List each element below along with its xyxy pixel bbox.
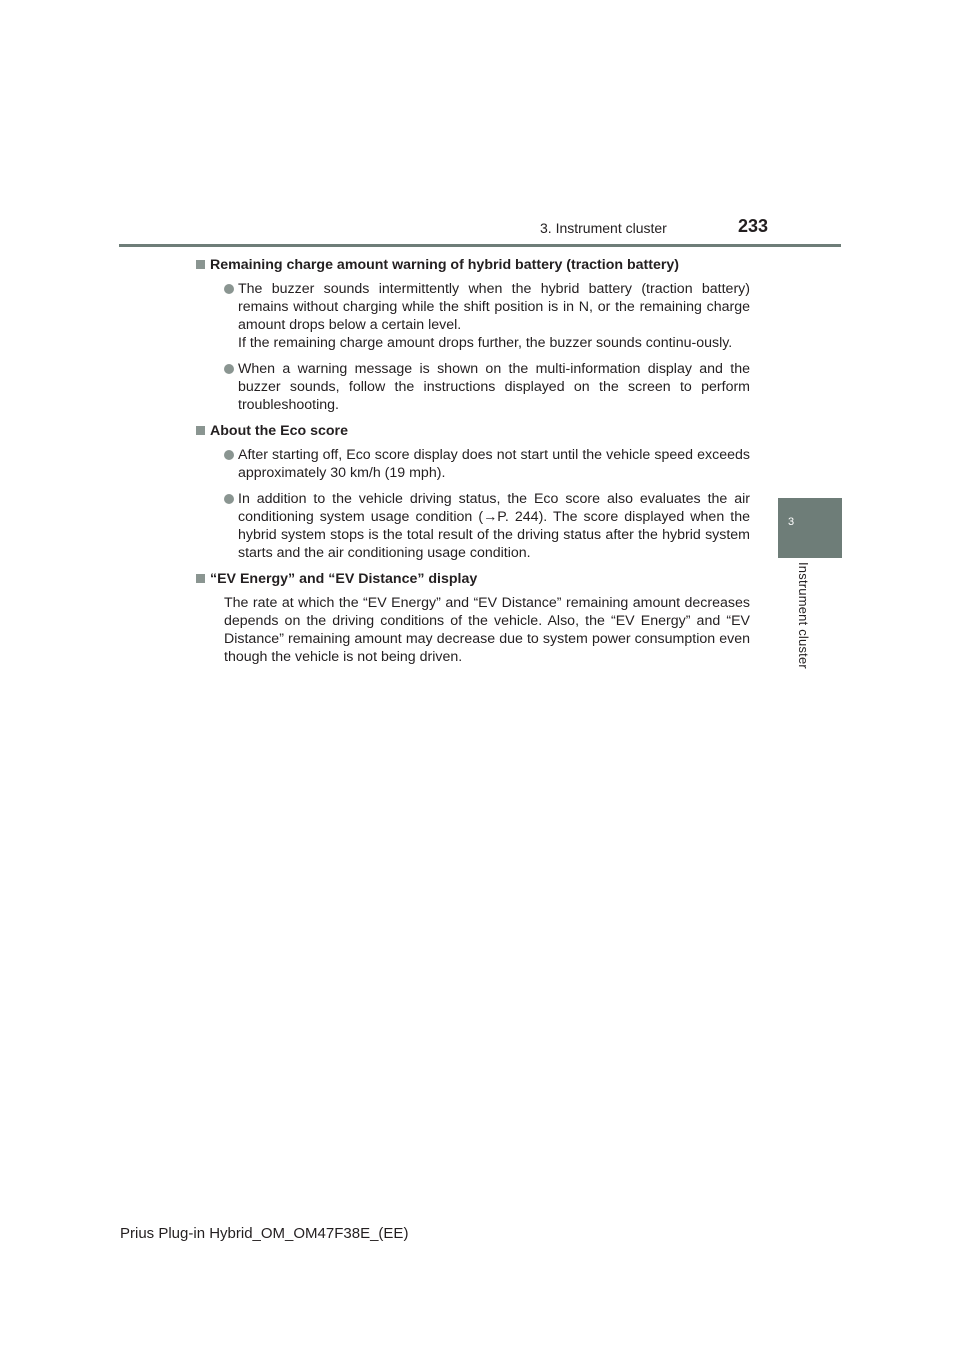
paragraph: If the remaining charge amount drops further, the buzzer sounds continu-ously. (238, 335, 733, 351)
page-number: 233 (738, 216, 769, 236)
circle-bullet-icon (224, 284, 234, 294)
paragraph: The buzzer sounds intermittently when the hybrid battery (traction battery) remains without charging while the shift position is in N, or the remaining charge amount drops below a certain level. (238, 281, 750, 333)
header-divider (119, 244, 841, 247)
circle-bullet-icon (224, 494, 234, 504)
section-heading-text: “EV Energy” and “EV Distance” display (210, 571, 478, 587)
list-item (210, 360, 750, 414)
circle-bullet-icon (224, 450, 234, 460)
chapter-label: Instrument cluster (796, 562, 811, 669)
chapter-number: 3 (788, 516, 795, 528)
paragraph: The rate at which the “EV Energy” and “EV Distance” remaining amount decreases depends on the driving conditions of the vehicle. Also, the “EV Energy” and “EV Distance” remaining amount may decrease due to system power consumption even though the vehicle is not being driven. (224, 595, 750, 665)
section-heading-text: Remaining charge amount warning of hybrid battery (traction battery) (210, 257, 680, 273)
square-bullet-icon (196, 426, 205, 435)
square-bullet-icon (196, 260, 205, 269)
section-heading (196, 570, 736, 588)
list-item (210, 490, 750, 562)
document-footer: Prius Plug-in Hybrid_OM_OM47F38E_(EE) (120, 1225, 409, 1242)
square-bullet-icon (196, 574, 205, 583)
list-item (210, 280, 750, 352)
page-content (210, 256, 750, 674)
section-heading (196, 256, 736, 274)
paragraph: When a warning message is shown on the multi-information display and the buzzer sounds, follow the instructions displayed on the screen to perform troubleshooting. (238, 361, 750, 413)
list-item (210, 446, 750, 482)
section-heading (196, 422, 736, 440)
chapter-tab-block (778, 498, 842, 558)
circle-bullet-icon (224, 364, 234, 374)
section-heading-text: About the Eco score (210, 423, 348, 439)
section-title: 3. Instrument cluster (540, 220, 667, 236)
paragraph: In addition to the vehicle driving status, the Eco score also evaluates the air conditioning system usage condition (→P. 244). The score displayed when the hybrid system stops is the total result of the driving status after the hybrid system starts and the air conditioning usage condition. (238, 491, 750, 561)
paragraph: After starting off, Eco score display does not start until the vehicle speed exceeds approximately 30 km/h (19 mph). (238, 447, 750, 481)
